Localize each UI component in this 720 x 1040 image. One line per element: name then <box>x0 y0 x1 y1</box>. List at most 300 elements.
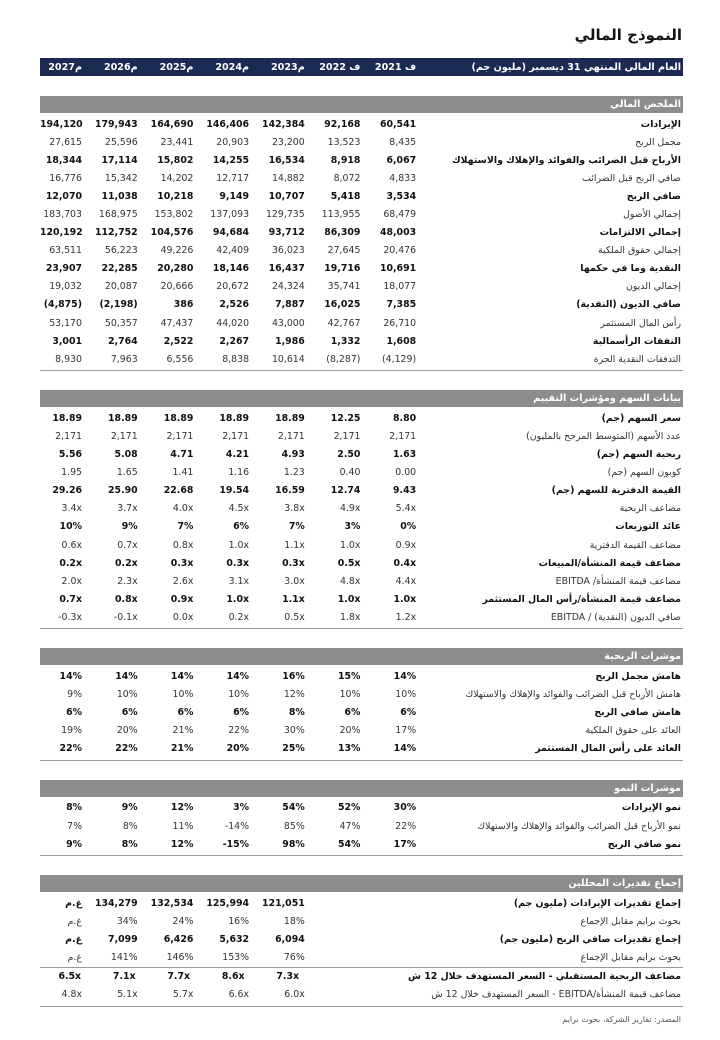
cell-value: 22,285 <box>101 263 138 275</box>
cell-value: 0.5x <box>284 611 305 623</box>
row-label: سعر السهم (جم) <box>601 412 681 424</box>
cell-value: 3,001 <box>52 335 82 347</box>
year-col-2021: 2021 ف <box>374 61 417 73</box>
cell-value: 132,534 <box>150 897 194 909</box>
row-label: صافي الديون (النقدية) <box>576 299 681 311</box>
cell-value: 10% <box>395 689 417 701</box>
cell-value: 30% <box>393 802 417 814</box>
cell-value: 2.3x <box>117 575 138 587</box>
cell-value: 137,093 <box>210 209 250 221</box>
row-label: مضاعف القيمة الدفترية <box>589 539 681 551</box>
cell-value: 12% <box>170 838 194 850</box>
row-label: إجمالي الالتزامات <box>599 227 681 239</box>
cell-value: 10% <box>116 689 138 701</box>
row-label: النفقات الرأسمالية <box>592 335 681 347</box>
cell-value: 3.7x <box>117 503 138 515</box>
cell-value: 4,833 <box>389 172 417 184</box>
cell-value: غ.م <box>67 952 82 964</box>
cell-value: 11,038 <box>101 190 138 202</box>
cell-value: 8.80 <box>392 412 417 424</box>
row-label: مضاعف الربحية المستقبلي - السعر المستهدف خلال 12 ش <box>408 971 682 983</box>
cell-value: 17% <box>395 725 417 737</box>
cell-value: 4.21 <box>225 449 250 461</box>
cell-value: 4.8x <box>339 575 361 587</box>
cell-value: 20% <box>339 725 361 737</box>
cell-value: (4,129) <box>381 353 417 365</box>
cell-value: 14% <box>226 670 250 682</box>
cell-value: 56,223 <box>104 245 138 257</box>
cell-value: 0.8x <box>115 593 138 605</box>
section-spacer <box>40 856 683 875</box>
cell-value: 20,666 <box>160 281 194 293</box>
cell-value: 10% <box>172 689 194 701</box>
cell-value: 4.71 <box>170 449 194 461</box>
row-label: هامش مجمل الربح <box>595 670 681 682</box>
cell-value: 2,522 <box>163 335 194 347</box>
cell-value: 0.4x <box>393 557 417 569</box>
row-label: مضاعف قيمة المنشأة/المبيعات <box>538 557 681 569</box>
cell-value: 7.3x <box>276 971 300 983</box>
table-row <box>40 169 683 187</box>
cell-value: 134,279 <box>94 897 138 909</box>
table-row <box>40 133 683 151</box>
table-row <box>40 590 683 608</box>
cell-value: 12,070 <box>45 190 82 202</box>
cell-value: 7,963 <box>110 353 138 365</box>
cell-value: 3.4x <box>61 503 82 515</box>
cell-value: 20,903 <box>216 136 250 148</box>
cell-value: 2,267 <box>219 335 250 347</box>
table-row <box>40 482 683 500</box>
table-row <box>40 554 683 572</box>
cell-value: 112,752 <box>94 227 138 239</box>
cell-value: 104,576 <box>150 227 194 239</box>
cell-value: 18.89 <box>163 412 194 424</box>
cell-value: 179,943 <box>94 118 138 130</box>
cell-value: 20,087 <box>104 281 138 293</box>
row-label: هامش صافي الربح <box>594 707 681 719</box>
cell-value: 2.6x <box>172 575 194 587</box>
cell-value: 1,332 <box>330 335 361 347</box>
table-row <box>40 427 683 445</box>
cell-value: 125,994 <box>206 897 250 909</box>
cell-value: 2,171 <box>55 430 82 442</box>
table-row <box>40 278 683 296</box>
row-label: هامش الأرباح قبل الضرائب والفوائد والإهلاك والاستهلاك <box>465 689 681 701</box>
cell-value: 9.43 <box>392 485 417 497</box>
cell-value: 120,192 <box>40 227 83 239</box>
cell-value: 22% <box>228 725 250 737</box>
cell-value: 10% <box>228 689 250 701</box>
cell-value: 4.4x <box>395 575 417 587</box>
cell-value: 24% <box>172 915 194 927</box>
cell-value: 0.3x <box>226 557 250 569</box>
section-spacer <box>40 629 683 648</box>
cell-value: 94,684 <box>212 227 250 239</box>
cell-value: 48,003 <box>379 227 417 239</box>
cell-value: 29.26 <box>52 485 82 497</box>
cell-value: 1.0x <box>393 593 417 605</box>
cell-value: 0.7x <box>117 539 138 551</box>
cell-value: 0% <box>400 521 417 533</box>
cell-value: 4.5x <box>228 503 250 515</box>
cell-value: 18,077 <box>383 281 417 293</box>
cell-value: 12,717 <box>216 172 250 184</box>
cell-value: 1.1x <box>284 539 305 551</box>
cell-value: 4.93 <box>281 449 305 461</box>
section-title: بيانات السهم ومؤشرات التقييم <box>40 390 683 407</box>
cell-value: 7% <box>177 521 194 533</box>
table-row <box>40 464 683 482</box>
cell-value: 1,986 <box>275 335 305 347</box>
row-label: نمو الأرباح قبل الضرائب والفوائد والإهلاك والاستهلاك <box>477 820 681 832</box>
row-label: العائد على حقوق الملكية <box>585 725 681 737</box>
cell-value: 36,023 <box>271 245 305 257</box>
cell-value: 3% <box>344 521 361 533</box>
table-row <box>40 608 683 626</box>
cell-value: 2,171 <box>389 430 417 442</box>
cell-value: 34% <box>116 915 138 927</box>
cell-value: 14% <box>170 670 194 682</box>
cell-value: 0.40 <box>339 467 361 479</box>
cell-value: 13,523 <box>327 136 361 148</box>
cell-value: 8% <box>121 838 138 850</box>
cell-value: 4.0x <box>172 503 194 515</box>
cell-value: 2,171 <box>333 430 361 442</box>
row-label: نمو الإيرادات <box>621 802 681 814</box>
cell-value: 8,918 <box>330 154 361 166</box>
row-label: كوبون السهم (جم) <box>607 467 681 479</box>
cell-value: 16,025 <box>324 299 361 311</box>
cell-value: 5,632 <box>219 933 250 945</box>
table-row <box>40 115 683 133</box>
cell-value: 6.0x <box>284 989 305 1001</box>
row-label: التدفقات النقدية الحرة <box>593 353 681 365</box>
cell-value: -14% <box>224 820 250 832</box>
cell-value: 68,479 <box>383 209 417 221</box>
cell-value: 12.25 <box>330 412 361 424</box>
row-label: مضاعف قيمة المنشأة/رأس المال المستثمر <box>482 593 681 605</box>
cell-value: 1.0x <box>339 539 361 551</box>
cell-value: 8% <box>66 802 82 814</box>
year-col-2026: 2026م <box>103 61 138 73</box>
cell-value: 8% <box>122 820 138 832</box>
cell-value: 16% <box>228 915 250 927</box>
table-row <box>40 187 683 205</box>
table-row <box>40 799 683 817</box>
cell-value: 3.1x <box>228 575 250 587</box>
page-title: النموذج المالي <box>574 26 682 44</box>
cell-value: 3.8x <box>284 503 305 515</box>
table-row <box>40 986 683 1004</box>
cell-value: 2,171 <box>277 430 305 442</box>
cell-value: 129,735 <box>265 209 305 221</box>
cell-value: 22% <box>59 743 82 755</box>
cell-value: 5,418 <box>330 190 361 202</box>
cell-value: 93,712 <box>268 227 305 239</box>
cell-value: 9% <box>121 521 138 533</box>
cell-value: 42,409 <box>216 245 250 257</box>
cell-value: غ.م <box>65 897 82 909</box>
cell-value: 25% <box>282 743 305 755</box>
cell-value: 4.9x <box>339 503 361 515</box>
financial-table <box>40 58 683 1024</box>
cell-value: 6% <box>233 707 250 719</box>
table-header <box>40 58 683 76</box>
cell-value: 76% <box>283 952 305 964</box>
table-row <box>40 518 683 536</box>
row-label: مضاعف الربحية <box>619 503 681 515</box>
cell-value: 2,526 <box>219 299 250 311</box>
row-label: النقدية وما في حكمها <box>580 263 681 275</box>
cell-value: 18.89 <box>52 412 82 424</box>
cell-value: 15,802 <box>157 154 194 166</box>
cell-value: 18.89 <box>275 412 305 424</box>
cell-value: 16,776 <box>49 172 82 184</box>
table-row <box>40 314 683 332</box>
table-row <box>40 667 683 685</box>
cell-value: 20% <box>116 725 138 737</box>
row-label: مضاعف قيمة المنشأة/ EBITDA <box>555 575 681 587</box>
cell-value: 1.8x <box>339 611 361 623</box>
cell-value: 8,072 <box>333 172 361 184</box>
cell-value: 44,020 <box>216 317 250 329</box>
table-row <box>40 151 683 169</box>
row-label: القيمة الدفترية للسهم (جم) <box>551 485 681 497</box>
cell-value: 7% <box>288 521 305 533</box>
cell-value: 2,171 <box>166 430 194 442</box>
cell-value: 164,690 <box>150 118 194 130</box>
cell-value: 23,441 <box>160 136 194 148</box>
cell-value: 14,202 <box>160 172 194 184</box>
cell-value: 1.65 <box>116 467 138 479</box>
cell-value: 5.56 <box>58 449 82 461</box>
cell-value: 7,887 <box>275 299 305 311</box>
row-label: نمو صافي الربح <box>607 838 681 850</box>
section-title: موشرات النمو <box>40 780 683 797</box>
cell-value: (8,287) <box>326 353 361 365</box>
cell-value: 86,309 <box>324 227 361 239</box>
cell-value: 20,476 <box>383 245 417 257</box>
cell-value: 27,615 <box>49 136 82 148</box>
table-row <box>40 686 683 704</box>
cell-value: 121,051 <box>262 897 305 909</box>
cell-value: 0.2x <box>228 611 250 623</box>
table-row <box>40 835 683 853</box>
table-row <box>40 500 683 518</box>
row-label: الإيرادات <box>640 118 681 130</box>
cell-value: 47,437 <box>160 317 194 329</box>
table-row <box>40 205 683 223</box>
cell-value: 6% <box>233 521 250 533</box>
section-title: الملخص المالي <box>40 96 683 113</box>
section-spacer <box>40 761 683 780</box>
cell-value: 19,716 <box>324 263 361 275</box>
cell-value: 30% <box>283 725 305 737</box>
section-divider <box>40 1006 683 1007</box>
cell-value: 6% <box>121 707 138 719</box>
cell-value: 8,930 <box>55 353 82 365</box>
cell-value: 10% <box>59 521 82 533</box>
cell-value: 18,344 <box>45 154 82 166</box>
row-label: صافي الربح قبل الضرائب <box>582 172 681 184</box>
cell-value: غ.م <box>65 933 82 945</box>
cell-value: 19% <box>61 725 82 737</box>
year-col-2024: 2024م <box>215 61 250 73</box>
cell-value: 20% <box>226 743 250 755</box>
cell-value: 6.5x <box>58 971 82 983</box>
cell-value: 19,032 <box>49 281 82 293</box>
table-row <box>40 260 683 278</box>
cell-value: 142,384 <box>262 118 305 130</box>
header-label: العام المالي المنتهي 31 ديسمبر (مليون جم) <box>471 61 681 73</box>
cell-value: 52% <box>337 802 361 814</box>
cell-value: 0.7x <box>59 593 82 605</box>
cell-value: 168,975 <box>98 209 138 221</box>
year-col-2022: 2022 ف <box>319 61 361 73</box>
cell-value: 35,741 <box>327 281 361 293</box>
cell-value: 16.59 <box>275 485 305 497</box>
cell-value: 0.2x <box>115 557 138 569</box>
table-row <box>40 572 683 590</box>
cell-value: 9,149 <box>219 190 250 202</box>
cell-value: 141% <box>110 952 138 964</box>
row-label: صافي الربح <box>626 190 681 202</box>
cell-value: 14% <box>59 670 82 682</box>
cell-value: -0.3x <box>58 611 82 623</box>
table-row <box>40 740 683 758</box>
section-title: موشرات الربحية <box>40 648 683 665</box>
cell-value: 10,218 <box>157 190 194 202</box>
cell-value: 1,608 <box>386 335 417 347</box>
cell-value: 2,171 <box>222 430 250 442</box>
cell-value: 8.6x <box>221 971 245 983</box>
cell-value: 146,406 <box>206 118 250 130</box>
cell-value: 43,000 <box>271 317 305 329</box>
table-row <box>40 967 683 986</box>
table-row <box>40 912 683 930</box>
section-title: إجماع تقديرات المحللين <box>40 875 683 892</box>
cell-value: 20,672 <box>216 281 250 293</box>
cell-value: 21% <box>170 743 194 755</box>
year-col-2027: 2027م <box>48 61 82 73</box>
cell-value: 14,255 <box>212 154 250 166</box>
cell-value: 8,838 <box>222 353 250 365</box>
table-row <box>40 296 683 314</box>
cell-value: 6,094 <box>275 933 305 945</box>
cell-value: 49,226 <box>160 245 194 257</box>
year-col-2025: 2025م <box>159 61 194 73</box>
row-label: إجماع تقديرات صافي الربح (مليون جم) <box>499 933 681 945</box>
table-row <box>40 446 683 464</box>
cell-value: 20,280 <box>157 263 194 275</box>
cell-value: 1.0x <box>228 539 250 551</box>
cell-value: 54% <box>337 838 361 850</box>
row-label: عدد الأسهم (المتوسط المرجح بالمليون) <box>526 430 681 442</box>
cell-value: 10,707 <box>268 190 305 202</box>
cell-value: 9% <box>121 802 138 814</box>
cell-value: 0.6x <box>61 539 82 551</box>
cell-value: 6.6x <box>228 989 250 1001</box>
cell-value: 42,767 <box>327 317 361 329</box>
cell-value: 5.4x <box>395 503 417 515</box>
cell-value: 21% <box>172 725 194 737</box>
cell-value: 3% <box>233 802 250 814</box>
cell-value: 85% <box>283 820 305 832</box>
cell-value: 153,802 <box>154 209 194 221</box>
cell-value: 26,710 <box>383 317 417 329</box>
cell-value: 1.1x <box>282 593 305 605</box>
section-spacer <box>40 76 683 96</box>
cell-value: -0.1x <box>113 611 138 623</box>
cell-value: 183,703 <box>43 209 82 221</box>
cell-value: 9% <box>66 838 82 850</box>
cell-value: 2,764 <box>108 335 138 347</box>
table-row <box>40 242 683 260</box>
cell-value: 25,596 <box>104 136 138 148</box>
row-label: صافي الديون (النقدية) / EBITDA <box>550 611 681 623</box>
cell-value: 14% <box>393 743 417 755</box>
cell-value: 12% <box>283 689 305 701</box>
cell-value: 3.0x <box>284 575 305 587</box>
cell-value: 54% <box>282 802 305 814</box>
cell-value: 17% <box>393 838 417 850</box>
cell-value: 12% <box>170 802 194 814</box>
cell-value: 10,691 <box>379 263 417 275</box>
cell-value: 0.9x <box>170 593 194 605</box>
cell-value: 7,385 <box>386 299 417 311</box>
table-row <box>40 224 683 242</box>
cell-value: 22.68 <box>163 485 194 497</box>
cell-value: 50,357 <box>104 317 138 329</box>
cell-value: 6,556 <box>166 353 194 365</box>
cell-value: 16,534 <box>268 154 305 166</box>
row-label: إجمالي الأصول <box>623 209 681 221</box>
table-row <box>40 536 683 554</box>
cell-value: 25.90 <box>108 485 138 497</box>
cell-value: 386 <box>173 299 194 311</box>
cell-value: 15% <box>337 670 361 682</box>
cell-value: 0.8x <box>172 539 194 551</box>
cell-value: 14% <box>393 670 417 682</box>
cell-value: 17,114 <box>101 154 138 166</box>
cell-value: 53,170 <box>49 317 82 329</box>
row-label: عائد التوزيعات <box>615 521 681 533</box>
cell-value: 6% <box>344 707 361 719</box>
cell-value: 7.1x <box>112 971 136 983</box>
cell-value: 4.8x <box>61 989 82 1001</box>
cell-value: 98% <box>282 838 305 850</box>
cell-value: 18.89 <box>108 412 138 424</box>
cell-value: 1.63 <box>392 449 417 461</box>
year-col-2023: 2023م <box>271 61 305 73</box>
cell-value: 6,067 <box>386 154 417 166</box>
table-row <box>40 409 683 427</box>
cell-value: 24,324 <box>271 281 305 293</box>
cell-value: 23,907 <box>45 263 82 275</box>
cell-value: 12.74 <box>330 485 361 497</box>
cell-value: 146% <box>166 952 194 964</box>
row-label: رأس المال المستثمر <box>600 317 681 329</box>
row-label: إجمالي حقوق الملكية <box>598 245 681 257</box>
cell-value: 0.0x <box>172 611 194 623</box>
row-label: إجمالي الديون <box>625 281 681 293</box>
table-row <box>40 704 683 722</box>
cell-value: 47% <box>339 820 361 832</box>
cell-value: 10% <box>339 689 361 701</box>
row-label: مضاعف قيمة المنشأة/EBITDA - السعر المستهدف خلال 12 ش <box>431 989 681 1001</box>
cell-value: 1.95 <box>61 467 82 479</box>
